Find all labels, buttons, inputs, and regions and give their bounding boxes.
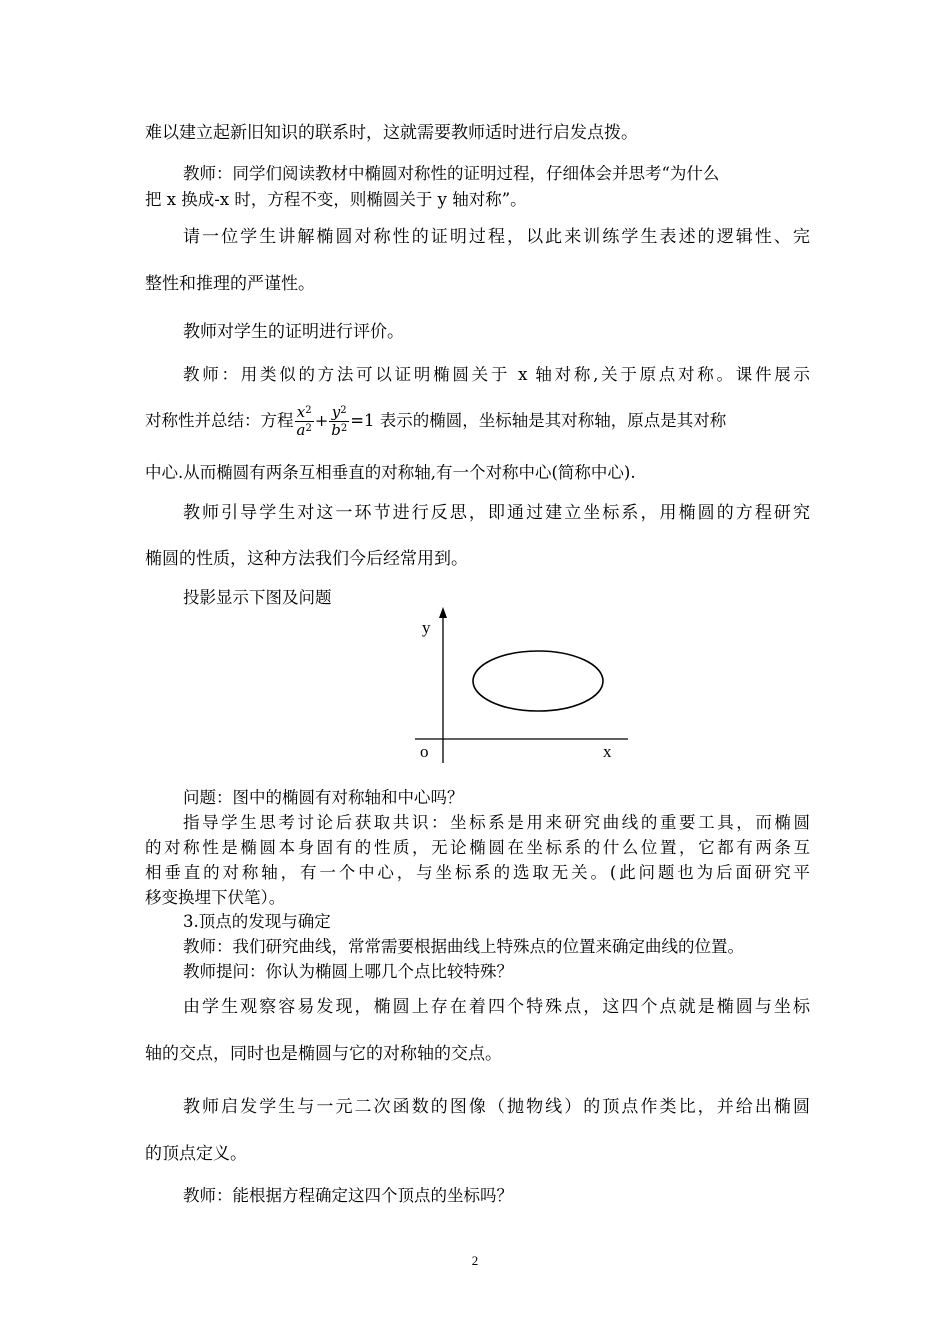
coordinate-figure [410,605,635,775]
paragraph-line: 整性和推理的严谨性。 [145,274,315,294]
paragraph-line: 中心.从而椭圆有两条互相垂直的对称轴,有一个对称中心(简称中心). [145,463,636,482]
x-variable: x [296,403,306,421]
paragraph-line: 的顶点定义。 [145,1144,247,1164]
page-number: 2 [471,1253,479,1268]
paragraph-line: 的对称性是椭圆本身固有的性质，无论椭圆在坐标系的什么位置，它都有两条互 [145,838,810,857]
y-axis-label: y [422,618,431,637]
b-variable: b [331,420,341,439]
formula-line [145,404,810,438]
paragraph-line: 教师：同学们阅读教材中椭圆对称性的证明过程，仔细体会并思考“为什么 [183,164,720,183]
formula-trail-text: =1 表示的椭圆，坐标轴是其对称轴，原点是其对称 [350,410,727,430]
paragraph-line: 教师：我们研究曲线，常常需要根据曲线上特殊点的位置来确定曲线的位置。 [183,937,744,956]
paragraph-line: 把 x 换成-x 时，方程不变，则椭圆关于 y 轴对称”。 [145,190,527,209]
paragraph-line: 请一位学生讲解椭圆对称性的证明过程，以此来训练学生表述的逻辑性、完 [183,227,810,247]
paragraph-line: 轴的交点，同时也是椭圆与它的对称轴的交点。 [145,1044,502,1064]
paragraph-line: 教师引导学生对这一环节进行反思，即通过建立坐标系，用椭圆的方程研究 [183,503,810,523]
paragraph-line: 教师提问：你认为椭圆上哪几个点比较特殊？ [183,962,513,981]
fraction-y-over-b [329,404,349,438]
section-heading: 3.顶点的发现与确定 [183,912,331,931]
y-axis-arrow [439,607,447,618]
paragraph-line: 投影显示下图及问题 [183,588,332,607]
plus-sign: + [314,411,329,430]
formula-lead-text: 对称性并总结：方程 [145,410,294,430]
x-axis-label: x [603,742,612,761]
exponent: 2 [340,405,347,416]
paragraph-line: 难以建立起新旧知识的联系时，这就需要教师适时进行启发点拨。 [145,123,638,143]
y-variable: y [331,403,341,421]
exponent: 2 [305,405,312,416]
paragraph-line: 教师对学生的证明进行评价。 [183,322,404,342]
paragraph-line: 指导学生思考讨论后获取共识：坐标系是用来研究曲线的重要工具，而椭圆 [183,813,810,832]
paragraph-line: 教师：能根据方程确定这四个顶点的坐标吗？ [183,1186,513,1205]
a-variable: a [296,420,306,439]
origin-label: o [420,742,429,761]
paragraph-line: 问题：图中的椭圆有对称轴和中心吗？ [183,788,464,807]
paragraph-line: 教师启发学生与一元二次函数的图像（抛物线）的顶点作类比，并给出椭圆 [183,1097,810,1117]
paragraph-line: 由学生观察容易发现，椭圆上存在着四个特殊点，这四个点就是椭圆与坐标 [183,997,810,1017]
paragraph-line: 相垂直的对称轴，有一个中心，与坐标系的选取无关。(此问题也为后面研究平 [145,863,810,882]
fraction-x-over-a [295,404,314,438]
exponent: 2 [305,422,312,434]
ellipse-curve [473,651,603,711]
paragraph-line: 移变换埋下伏笔）。 [145,888,286,907]
exponent: 2 [340,422,348,434]
paragraph-line: 椭圆的性质，这种方法我们今后经常用到。 [145,549,468,569]
paragraph-line: 教师：用类似的方法可以证明椭圆关于 x 轴对称,关于原点对称。课件展示 [183,365,810,384]
